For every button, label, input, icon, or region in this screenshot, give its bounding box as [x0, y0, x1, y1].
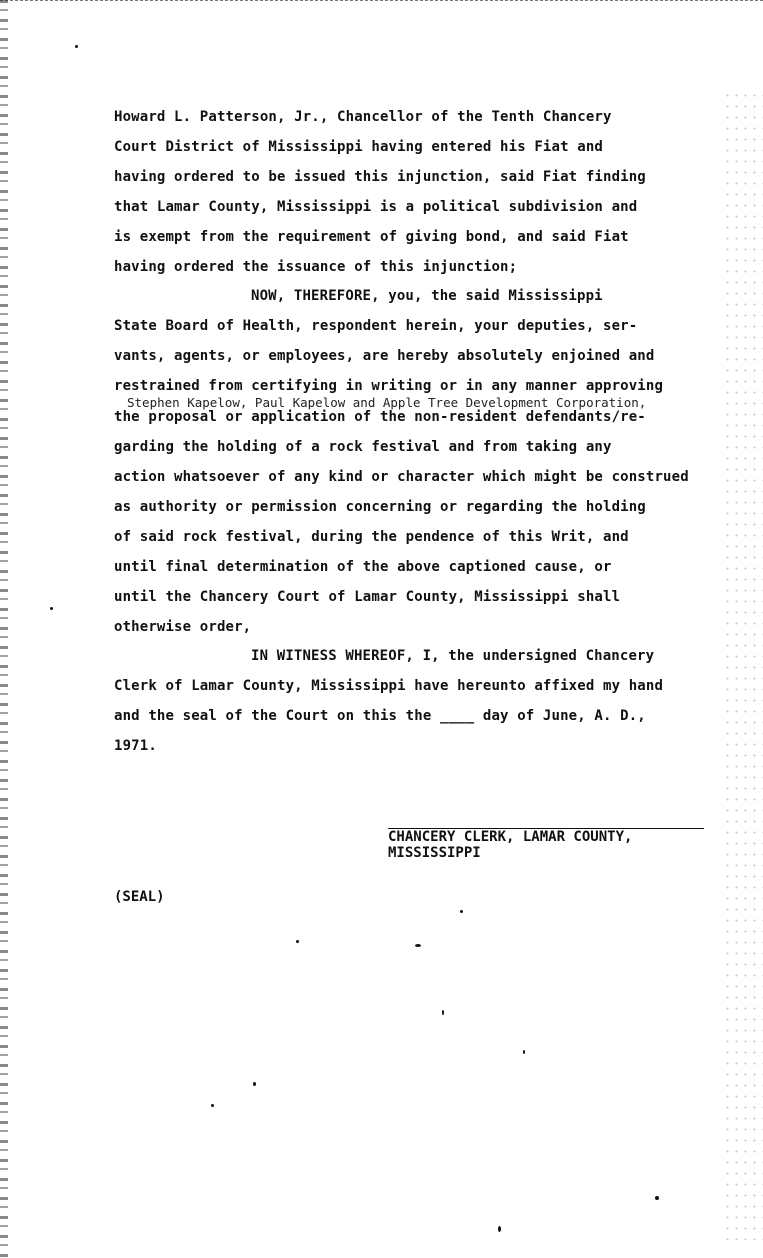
interlinear-insert: Stephen Kapelow, Paul Kapelow and Apple Tree Development Corporation, — [127, 395, 647, 410]
body-line: State Board of Health, respondent herein, your deputies, ser- — [114, 318, 638, 334]
scan-edge-right — [723, 90, 763, 1240]
speck — [498, 1226, 501, 1232]
top-border — [0, 0, 763, 4]
speck — [75, 45, 78, 48]
body-line: action whatsoever of any kind or character which might be construed — [114, 469, 689, 485]
body-line: Court District of Mississippi having entered his Fiat and — [114, 139, 603, 155]
signature-title: CHANCERY CLERK, LAMAR COUNTY, — [388, 829, 633, 845]
seal-label: (SEAL) — [114, 889, 165, 905]
body-line: of said rock festival, during the pendence of this Writ, and — [114, 529, 629, 545]
body-line: having ordered the issuance of this injunction; — [114, 259, 518, 275]
speck — [442, 1010, 444, 1015]
speck — [460, 910, 463, 913]
body-line: until final determination of the above captioned cause, or — [114, 559, 612, 575]
body-line: as authority or permission concerning or regarding the holding — [114, 499, 646, 515]
body-line: that Lamar County, Mississippi is a political subdivision and — [114, 199, 638, 215]
body-line: the proposal or application of the non-resident defendants/re- — [114, 409, 646, 425]
speck — [415, 944, 421, 947]
body-line: is exempt from the requirement of giving bond, and said Fiat — [114, 229, 629, 245]
speck — [211, 1104, 214, 1107]
body-line: vants, agents, or employees, are hereby absolutely enjoined and — [114, 348, 655, 364]
body-line: having ordered to be issued this injunction, said Fiat finding — [114, 169, 646, 185]
body-line: and the seal of the Court on this the ____ day of June, A. D., — [114, 708, 646, 724]
body-line: NOW, THEREFORE, you, the said Mississippi — [251, 288, 603, 304]
body-line: IN WITNESS WHEREOF, I, the undersigned Chancery — [251, 648, 655, 664]
body-line: otherwise order, — [114, 619, 252, 635]
body-line: Clerk of Lamar County, Mississippi have hereunto affixed my hand — [114, 678, 664, 694]
speck — [253, 1082, 256, 1086]
speck — [296, 940, 299, 943]
speck — [655, 1196, 659, 1200]
speck — [50, 607, 53, 610]
signature-title-state: MISSISSIPPI — [388, 845, 481, 861]
speck — [523, 1050, 525, 1054]
body-line: until the Chancery Court of Lamar County, Mississippi shall — [114, 589, 621, 605]
body-line: restrained from certifying in writing or in any manner approving — [114, 378, 664, 394]
body-line: garding the holding of a rock festival and from taking any — [114, 439, 612, 455]
scan-edge-left — [0, 0, 8, 1258]
body-line: 1971. — [114, 738, 157, 754]
body-line: Howard L. Patterson, Jr., Chancellor of the Tenth Chancery — [114, 109, 612, 125]
